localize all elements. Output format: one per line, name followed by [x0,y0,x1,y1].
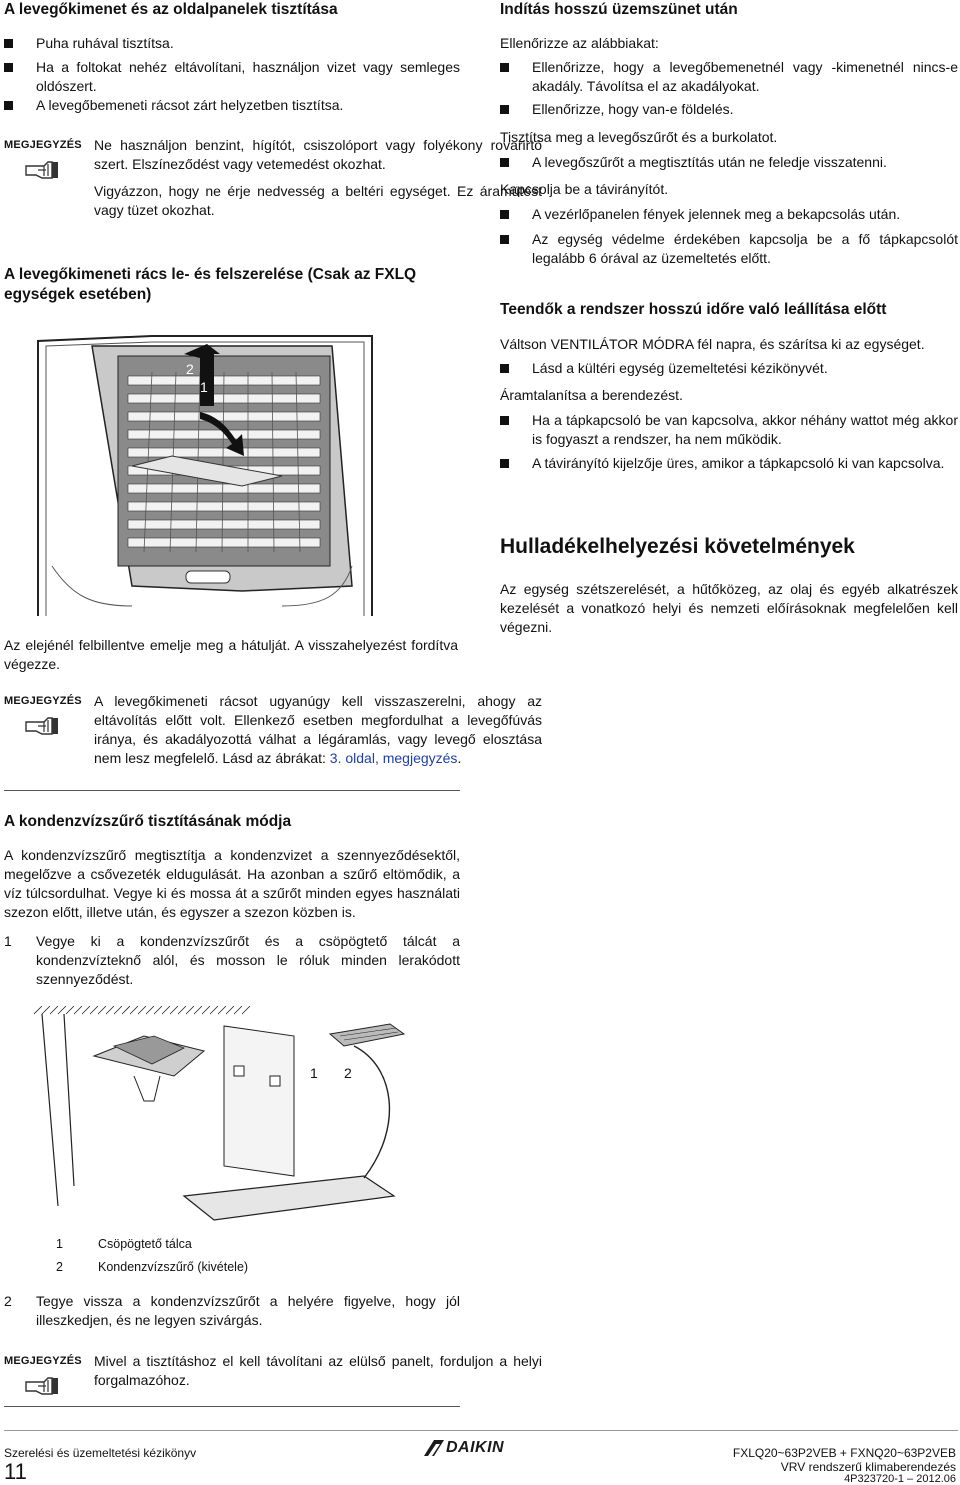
section-title-filter-cleaning: A kondenzvízszűrő tisztításának módja [4,813,292,830]
note1-text-1: Ne használjon benzint, hígítót, csiszolóport vagy folyékony rovarirtó szert. Elszíneződést vagy vetemedést okozhat. [94,137,542,172]
note-label: MEGJEGYZÉS [4,1355,82,1367]
daikin-logo-mark [424,1440,444,1456]
grille-remove-text: Az elejénél felbillentve emelje meg a hátulját. A visszahelyezést fordítva végezze. [4,637,458,672]
note-label: MEGJEGYZÉS [4,139,82,151]
bullet-power-6h: Az egység védelme érdekében kapcsolja be a fő tápkapcsolót legalább 6 órával az üzemeltetés előtt. [500,230,958,268]
note2-divider [4,790,460,791]
legend-number: 2 [56,1260,63,1274]
shutdown-fan-mode: Váltson VENTILÁTOR MÓDRA fél napra, és szárítsa ki az egységet. [500,336,925,352]
note2-reference-link[interactable]: 3. oldal, megjegyzés [329,750,458,766]
bullet-outdoor-manual: Lásd a kültéri egység üzemeltetési kézikönyvét. [500,359,958,378]
note1-text-2: Vigyázzon, hogy ne érje nedvesség a beltéri egységet. Ez áramütést vagy tüzet okozhat. [94,183,542,218]
step-2-number: 2 [4,1293,12,1309]
bullet-standby-watts: Ha a tápkapcsoló be van kapcsolva, akkor néhány wattot még akkor is fogyaszt a rendszer, ha nem működik. [500,411,958,449]
section-title-restart: Indítás hosszú üzemszünet után [500,1,738,18]
bullet-reinstall-filter: A levegőszűrőt a megtisztítás után ne feledje visszatenni. [500,153,958,172]
note-contact-dealer [4,1352,542,1390]
footer-code: 4P323720-1 – 2012.06 [844,1473,956,1485]
shutdown-power-off: Áramtalanítsa a berendezést. [500,387,683,403]
daikin-logo-text: DAIKIN [446,1439,505,1456]
step-2 [4,1292,460,1330]
note3-divider [4,1406,460,1407]
figure2-label-2: 2 [344,1065,352,1081]
section-title-outlet-cleaning: A levegőkimenet és az oldalpanelek tisztítása [4,1,338,18]
note-hand-icon [24,158,60,180]
figure1-label-2: 2 [186,361,194,377]
legend-number: 1 [56,1237,63,1251]
restart-clean-filter: Tisztítsa meg a levegőszűrőt és a burkolatot. [500,129,778,145]
bullet-soft-cloth: Puha ruhával tisztítsa. [4,34,460,53]
step-1-text: Vegye ki a kondenzvízszűrőt és a csöpögtető tálcát a kondenzvízteknő alól, és mosson le róluk minden lerakódott szennyeződést. [36,933,460,987]
figure-drain-filter [34,1006,444,1226]
daikin-logo [424,1438,534,1458]
restart-intro: Ellenőrizze az alábbiakat: [500,35,659,51]
filter-cleaning-text: A kondenzvízszűrő megtisztítja a kondenzvizet a szennyeződésektől, megelőzve a csővezeték eldugulását. Ha azonban a szűrő eltömődik, a víz túlcsordulhat. Vegye ki és mossa át a szűrőt minden egyes használati szezon előtt, illetve után, és egyszer a szezon közben is. [4,847,460,920]
bullet-lights-on: A vezérlőpanelen fények jelennek meg a bekapcsolás után. [500,205,958,224]
bullet-check-earth: Ellenőrizze, hogy van-e földelés. [500,100,958,119]
legend-text: Kondenzvízszűrő (kivétele) [98,1260,249,1274]
bullet-display-blank: A távirányító kijelzője üres, amikor a tápkapcsoló ki van kapcsolva. [500,454,958,473]
bullet-closed-grille: A levegőbemeneti rácsot zárt helyzetben tisztítsa. [4,96,460,115]
note-hand-icon [24,1374,60,1396]
footer-system: VRV rendszerű klimaberendezés [780,1460,956,1474]
section-title-disposal: Hulladékelhelyezési követelmények [500,535,855,558]
note-no-benzine [4,136,542,220]
note2-text [94,692,542,768]
note2-text-main: A levegőkimeneti rácsot ugyanúgy kell visszaszerelni, ahogy az eltávolítás előtt volt. Ellenkező esetben megfordulhat a levegőfúvás iránya, és akadályozottá válhat a légáramlás, vagy levegő elosztása nem lesz megfelelő. Lásd az ábrákat: [94,693,542,766]
footer-manual-title: Szerelési és üzemeltetési kézikönyv [4,1446,197,1460]
legend-item [56,1236,456,1252]
footer-divider [4,1430,958,1431]
disposal-text: Az egység szétszerelését, a hűtőközeg, az olaj és egyéb alkatrészek kezelését a vonatkozó helyi és nemzeti előírásoknak megfelelően kell végezni. [500,581,958,635]
figure1-label-1: 1 [200,379,208,395]
figure2-legend [56,1236,456,1275]
note-label: MEGJEGYZÉS [4,695,82,707]
note-reinstall-grille [4,692,542,768]
section-title-shutdown: Teendők a rendszer hosszú időre való leállítása előtt [500,301,887,318]
step-2-text: Tegye vissza a kondenzvízszűrőt a helyére figyelve, hogy jól illeszkedjen, és ne legyen szivárgás. [36,1293,460,1328]
restart-remote-on: Kapcsolja be a távirányítót. [500,181,669,197]
legend-item [56,1259,456,1275]
legend-text: Csöpögtető tálca [98,1237,192,1251]
note-hand-icon [24,714,60,736]
page-number: 11 [4,1459,27,1484]
note2-text-end: . [457,750,462,766]
step-1-number: 1 [4,933,12,949]
step-1 [4,932,460,989]
section-title-grille-removal: A levegőkimeneti rács le- és felszerelése (Csak az FXLQ egységek esetében) [4,266,417,303]
footer-models: FXLQ20~63P2VEB + FXNQ20~63P2VEB [732,1446,956,1460]
figure2-label-1: 1 [310,1065,318,1081]
figure-outlet-grille [32,316,382,622]
bullet-check-obstruction: Ellenőrizze, hogy a levegőbemenetnél vagy -kimenetnél nincs-e akadály. Távolítsa el az akadályokat. [500,58,958,96]
note3-text: Mivel a tisztításhoz el kell távolítani az elülső panelt, forduljon a helyi forgalmazóhoz. [94,1353,542,1388]
bullet-water-solvent: Ha a foltokat nehéz eltávolítani, használjon vizet vagy semleges oldószert. [4,58,460,96]
